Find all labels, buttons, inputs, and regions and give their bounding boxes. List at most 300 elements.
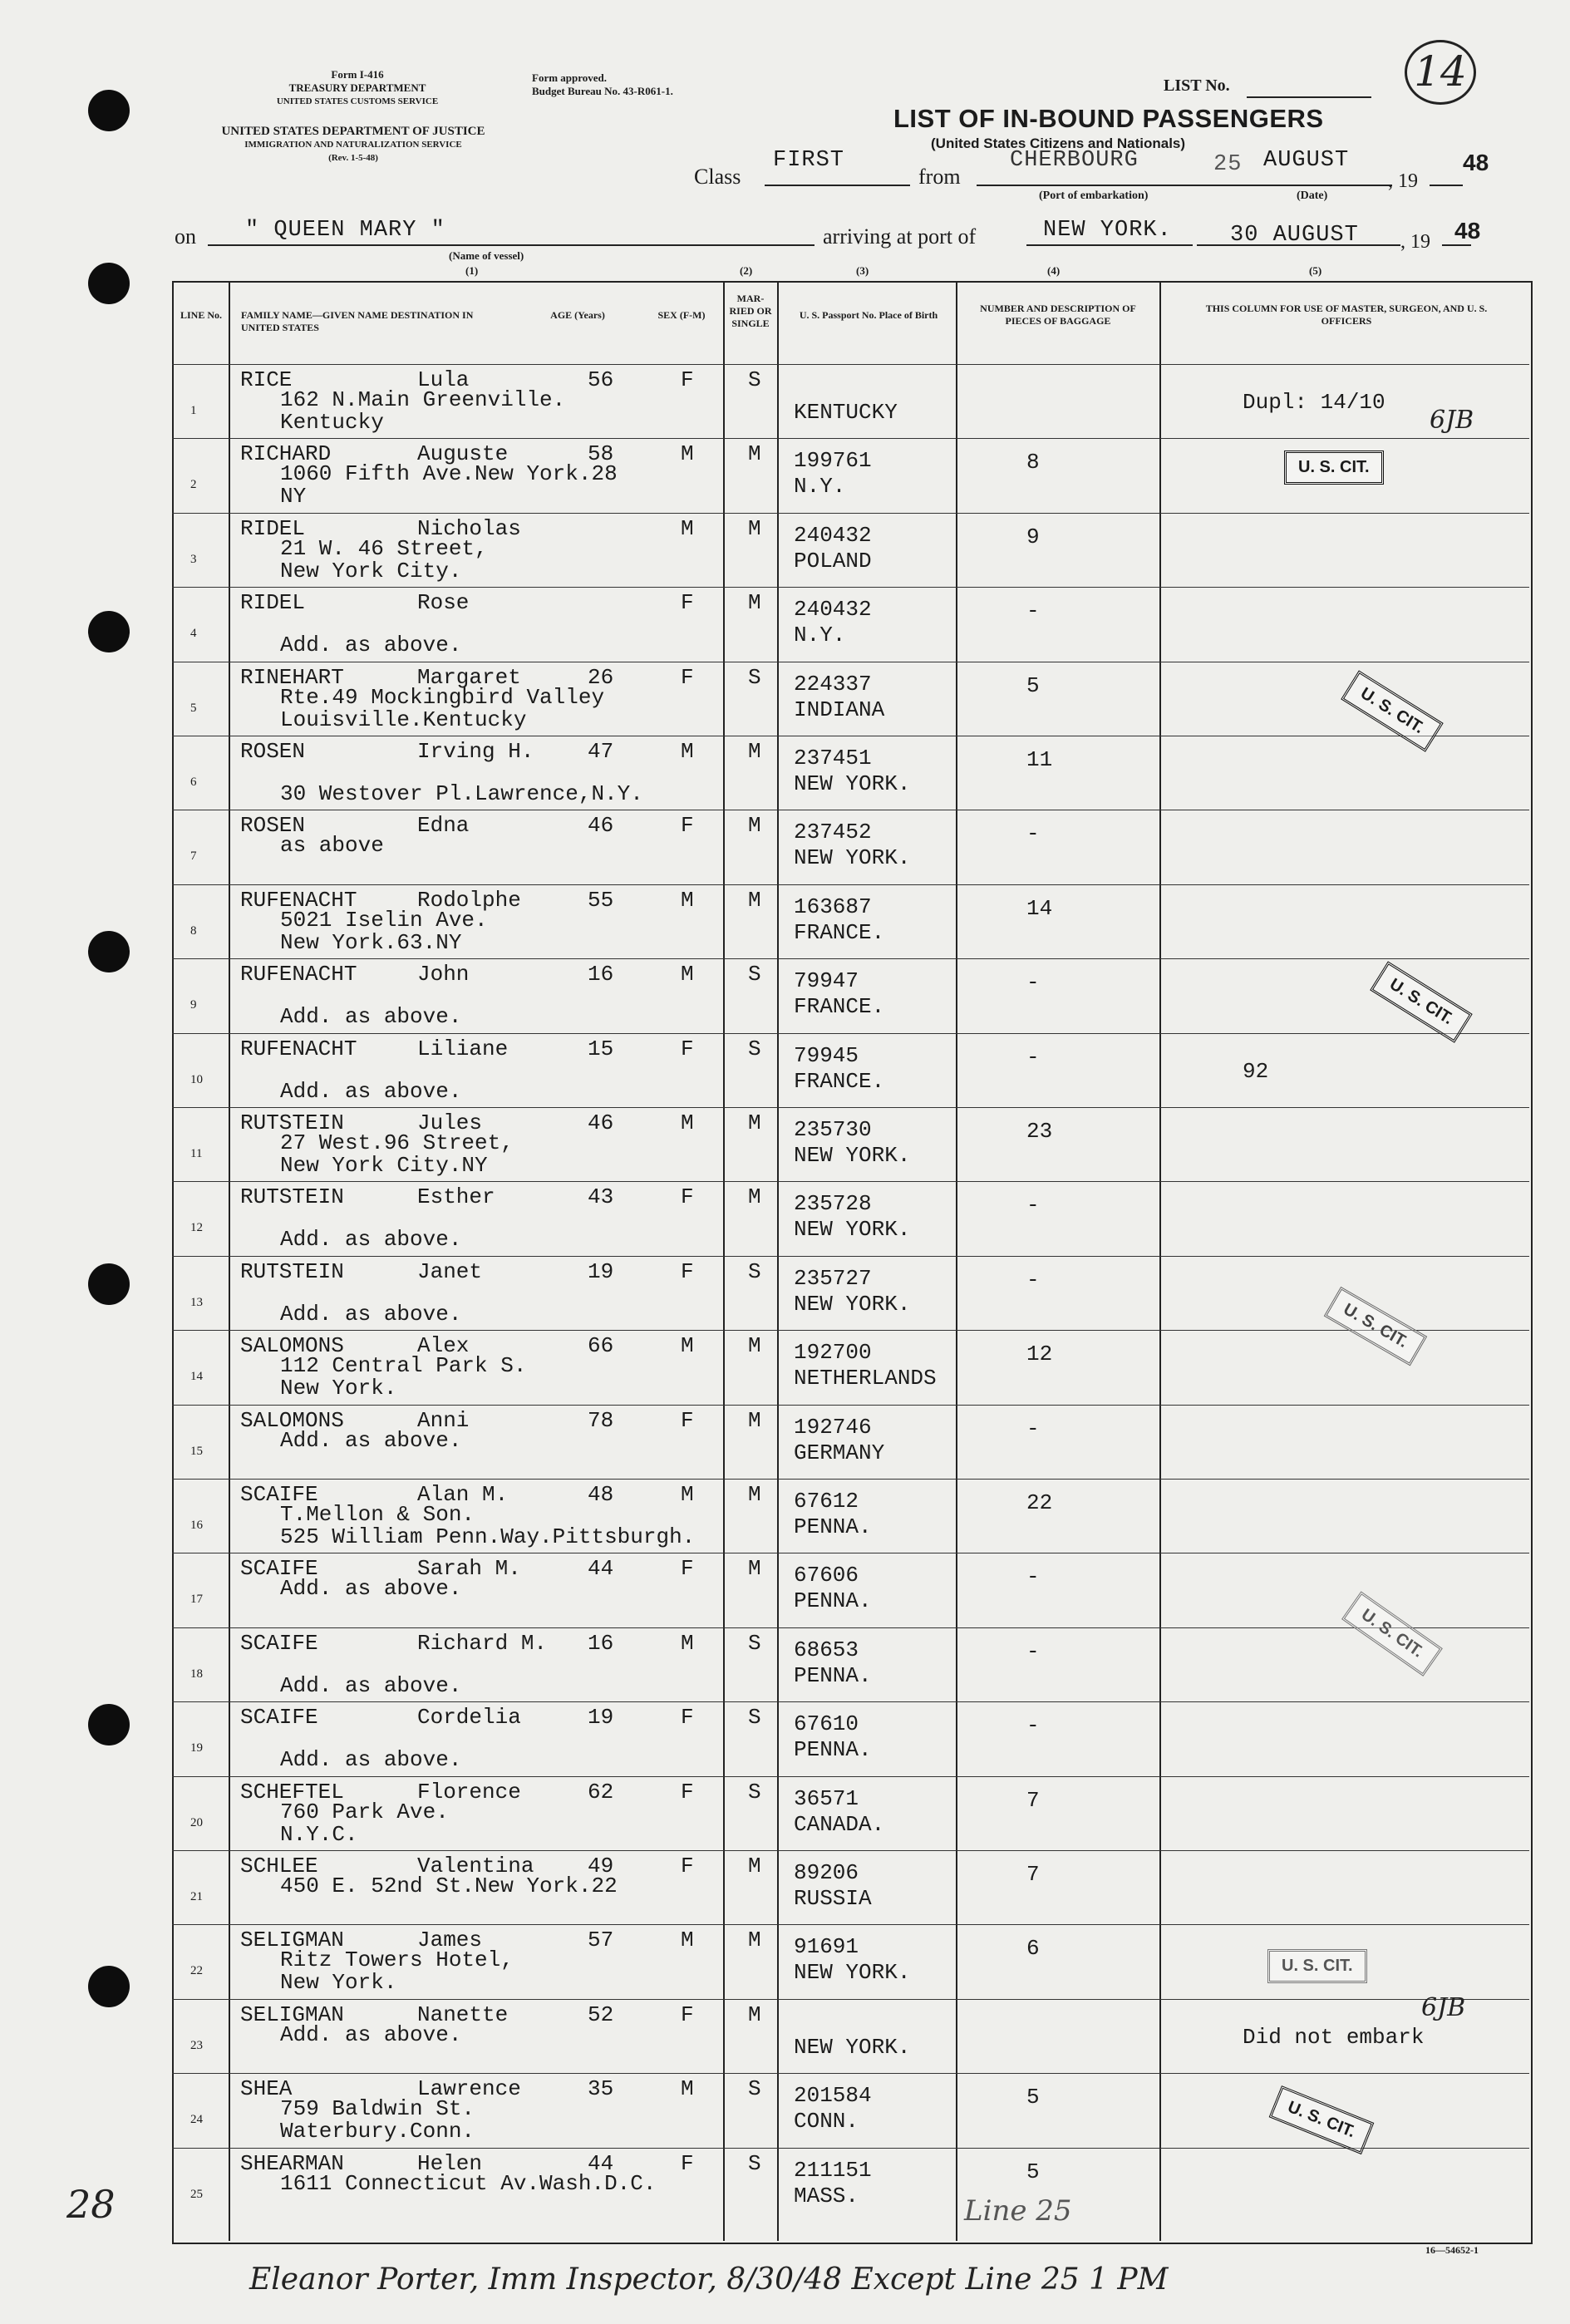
baggage-count: 14	[1026, 895, 1053, 921]
us-cit-stamp: U. S. CIT.	[1269, 2085, 1374, 2154]
sex: M	[681, 1482, 694, 1507]
sex: F	[681, 664, 694, 690]
family-name: SCHLEE	[240, 1854, 318, 1878]
sex: F	[681, 2150, 694, 2176]
us-cit-stamp: U. S. CIT.	[1267, 1949, 1367, 1983]
marital-status: M	[748, 1110, 761, 1135]
sex: F	[681, 367, 694, 392]
passport-number: 79947	[794, 968, 859, 994]
baggage-count: 5	[1026, 2085, 1040, 2110]
us-cit-stamp: U. S. CIT.	[1370, 961, 1472, 1042]
print-code: 16—54652-1	[1425, 2244, 1479, 2256]
did-not-initials: 6JB	[1421, 1993, 1466, 2022]
line-number: 16	[190, 1519, 203, 1532]
given-name: Janet	[417, 1258, 483, 1284]
table-row	[172, 1330, 1529, 1405]
age: 55	[588, 887, 614, 913]
line-number: 2	[190, 478, 197, 492]
sex: F	[681, 813, 694, 839]
table-row	[172, 1776, 1529, 1851]
marital-status: S	[748, 664, 761, 690]
family-name: ROSEN	[240, 813, 306, 839]
table-row	[172, 1256, 1529, 1331]
sex: M	[681, 962, 694, 987]
col-baggage: NUMBER AND DESCRIPTION OF PIECES OF BAGGAGE	[980, 303, 1136, 327]
col-age: AGE (Years)	[550, 309, 605, 321]
line-number: 23	[190, 2038, 203, 2052]
family-name: ROSEN	[240, 739, 306, 764]
given-name: Rodolphe	[417, 887, 521, 913]
ins-title: IMMIGRATION AND NATURALIZATION SERVICE	[244, 140, 462, 150]
sex: F	[681, 1184, 694, 1210]
family-name: SCAIFE	[240, 1556, 318, 1582]
family-name: SHEARMAN	[240, 2150, 344, 2176]
doj-title: UNITED STATES DEPARTMENT OF JUSTICE	[221, 125, 485, 138]
col-num-3: (3)	[856, 264, 869, 277]
col-passport: U. S. Passport No. Place of Birth	[799, 309, 938, 321]
marital-status: S	[748, 1258, 761, 1284]
page-title: LIST OF IN-BOUND PASSENGERS	[893, 104, 1324, 133]
given-name: John	[417, 962, 470, 987]
passport-number: 192746	[794, 1414, 872, 1440]
baggage-count: 9	[1026, 524, 1040, 549]
table-row	[172, 1999, 1529, 2074]
line-number: 4	[190, 627, 197, 641]
address-line-2: New York.	[280, 1970, 397, 1996]
baggage-count: -	[1026, 821, 1040, 847]
year-value-2: 48	[1454, 218, 1481, 244]
arrival-port: NEW YORK.	[1043, 218, 1172, 243]
place-of-birth: CONN.	[794, 2109, 859, 2134]
line-number: 9	[190, 998, 197, 1012]
table-row	[172, 1553, 1529, 1627]
sex: M	[681, 1333, 694, 1359]
family-name: RUFENACHT	[240, 962, 357, 987]
sex: M	[681, 2076, 694, 2102]
address-line-2: Kentucky	[280, 410, 384, 435]
family-name: SELIGMAN	[240, 1928, 344, 1953]
sex: F	[681, 2001, 694, 2027]
place-of-birth: NEW YORK.	[794, 2034, 911, 2060]
col-married: MAR-RIED OR SINGLE	[729, 293, 772, 329]
officer-note: Did not embark	[1243, 2024, 1425, 2050]
passport-number: 235728	[794, 1191, 872, 1217]
age: 19	[588, 1705, 614, 1731]
baggage-count: 5	[1026, 672, 1040, 698]
marital-status: S	[748, 2150, 761, 2176]
line-number: 13	[190, 1295, 203, 1309]
family-name: SELIGMAN	[240, 2001, 344, 2027]
line-number: 7	[190, 849, 197, 864]
inspector-signature: Eleanor Porter, Imm Inspector, 8/30/48 Except Line 25 1 PM	[249, 2262, 1169, 2297]
given-name: Margaret	[417, 664, 521, 690]
marital-status: M	[748, 2001, 761, 2027]
line-number: 19	[190, 1741, 203, 1755]
baggage-count: 8	[1026, 450, 1040, 475]
sex: F	[681, 1407, 694, 1433]
marital-status: M	[748, 1482, 761, 1507]
passport-number: 235730	[794, 1117, 872, 1142]
age: 43	[588, 1184, 614, 1210]
marital-status: M	[748, 441, 761, 467]
marital-status: S	[748, 1630, 761, 1656]
table-row	[172, 513, 1529, 588]
marital-status: M	[748, 1556, 761, 1582]
given-name: Edna	[417, 813, 470, 839]
baggage-count: 5	[1026, 2159, 1040, 2184]
marital-status: M	[748, 515, 761, 541]
arriving-label: arriving at port of	[823, 224, 977, 249]
place-of-birth: NEW YORK.	[794, 771, 911, 796]
passport-number: 211151	[794, 2157, 872, 2183]
passport-number: 68653	[794, 1637, 859, 1662]
family-name: RICHARD	[240, 441, 332, 467]
binder-hole	[88, 1263, 130, 1305]
us-cit-stamp: U. S. CIT.	[1324, 1287, 1427, 1366]
given-name: Lawrence	[417, 2076, 521, 2102]
line-number: 14	[190, 1370, 203, 1384]
place-of-birth: N.Y.	[794, 474, 846, 500]
age: 62	[588, 1779, 614, 1805]
marital-status: M	[748, 887, 761, 913]
doj-block	[162, 125, 544, 165]
address-line-1: 21 W. 46 Street,	[280, 535, 488, 561]
address-line-2: Add. as above.	[280, 1672, 462, 1698]
address-line-2: N.Y.C.	[280, 1821, 358, 1847]
table-row	[172, 1181, 1529, 1256]
table-row	[172, 1627, 1529, 1702]
place-of-birth: NEW YORK.	[794, 1960, 911, 1986]
address-line-2: New York.	[280, 1376, 397, 1401]
baggage-count: -	[1026, 1044, 1040, 1070]
col-sex: SEX (F-M)	[657, 309, 706, 321]
col-num-2: (2)	[740, 264, 753, 277]
place-of-birth: INDIANA	[794, 697, 885, 722]
given-name: Anni	[417, 1407, 470, 1433]
address-line-2: Add. as above.	[280, 1004, 462, 1030]
line-number: 8	[190, 923, 197, 938]
family-name: RUFENACHT	[240, 1036, 357, 1061]
line-number: 20	[190, 1815, 203, 1829]
day-value: 25	[1213, 152, 1243, 177]
passport-number: 192700	[794, 1340, 872, 1366]
sex: F	[681, 1258, 694, 1284]
address-line-2: Louisville.Kentucky	[280, 707, 527, 732]
address-line-2: New York City.	[280, 558, 462, 583]
family-name: RUFENACHT	[240, 887, 357, 913]
table-row	[172, 662, 1529, 736]
baggage-count: 7	[1026, 1862, 1040, 1887]
port-value: CHERBOURG	[1010, 148, 1139, 173]
binder-hole	[88, 263, 130, 304]
family-name: RICE	[240, 367, 293, 392]
binder-hole	[88, 1966, 130, 2007]
given-name: Rose	[417, 590, 470, 616]
col-line-no: LINE No.	[180, 309, 222, 321]
sex: F	[681, 1556, 694, 1582]
family-name: RIDEL	[240, 590, 306, 616]
baggage-count: 6	[1026, 1936, 1040, 1962]
given-name: Nicholas	[417, 515, 521, 541]
given-name: Esther	[417, 1184, 495, 1210]
place-of-birth: FRANCE.	[794, 1068, 885, 1094]
address-line-2: Add. as above.	[280, 1227, 462, 1253]
passport-number: 67612	[794, 1489, 859, 1514]
corner-page-number: 14	[1405, 40, 1476, 105]
place-of-birth: NEW YORK.	[794, 1291, 911, 1317]
address-line-2: Add. as above.	[280, 1078, 462, 1104]
month-value: AUGUST	[1263, 148, 1350, 173]
place-of-birth: PENNA.	[794, 1514, 872, 1539]
left-margin-number: 28	[66, 2182, 116, 2227]
given-name: Liliane	[417, 1036, 509, 1061]
line-number: 18	[190, 1667, 203, 1681]
age: 58	[588, 441, 614, 467]
line-number: 22	[190, 1964, 203, 1978]
place-of-birth: NEW YORK.	[794, 1217, 911, 1243]
year-value: 48	[1463, 150, 1489, 175]
place-of-birth: CANADA.	[794, 1811, 885, 1837]
marital-status: S	[748, 1036, 761, 1061]
table-row	[172, 1107, 1529, 1182]
age: 16	[588, 1630, 614, 1656]
form-approved: Form approved.	[532, 71, 608, 84]
age: 44	[588, 1556, 614, 1582]
table-row	[172, 1405, 1529, 1480]
baggage-count: 7	[1026, 1787, 1040, 1813]
line-number: 5	[190, 701, 197, 715]
treasury-dept: TREASURY DEPARTMENT	[288, 81, 426, 94]
table-row	[172, 2148, 1529, 2223]
address-line-2: Add. as above.	[280, 633, 462, 658]
passport-number: 36571	[794, 1785, 859, 1811]
family-name: SCAIFE	[240, 1630, 318, 1656]
family-name: RUTSTEIN	[240, 1258, 344, 1284]
line-number: 12	[190, 1221, 203, 1235]
sex: F	[681, 1705, 694, 1731]
marital-status: M	[748, 1407, 761, 1433]
passport-number: 201584	[794, 2083, 872, 2109]
marital-status: M	[748, 1928, 761, 1953]
marital-status: S	[748, 2076, 761, 2102]
line-number: 25	[190, 2187, 203, 2201]
sex: M	[681, 739, 694, 764]
baggage-count: -	[1026, 1193, 1040, 1219]
place-of-birth: GERMANY	[794, 1440, 885, 1465]
age: 78	[588, 1407, 614, 1433]
line25-annotation: Line 25	[964, 2194, 1072, 2228]
baggage-count: 22	[1026, 1490, 1053, 1515]
given-name: Jules	[417, 1110, 483, 1135]
address-line-2: New York City.NY	[280, 1153, 488, 1178]
family-name: RUTSTEIN	[240, 1110, 344, 1135]
passport-number: 67606	[794, 1563, 859, 1588]
address-line-1: as above	[280, 833, 384, 859]
place-of-birth: KENTUCKY	[794, 400, 898, 425]
baggage-count: -	[1026, 1564, 1040, 1590]
line-number: 11	[190, 1147, 203, 1160]
class-value: FIRST	[773, 148, 845, 173]
age: 26	[588, 664, 614, 690]
officer-note: 92	[1243, 1058, 1269, 1084]
family-name: RUTSTEIN	[240, 1184, 344, 1210]
given-name: Irving H.	[417, 739, 534, 764]
passport-number: 67610	[794, 1711, 859, 1737]
marital-status: M	[748, 1184, 761, 1210]
address-line-1: T.Mellon & Son.	[280, 1502, 475, 1527]
us-cit-stamp: U. S. CIT.	[1341, 670, 1443, 751]
line-number: 6	[190, 775, 197, 789]
port-caption: (Port of embarkation)	[1039, 190, 1149, 202]
passport-number: 224337	[794, 671, 872, 697]
address-line-2: NY	[280, 484, 307, 510]
passport-number: 199761	[794, 448, 872, 474]
sex: M	[681, 441, 694, 467]
place-of-birth: PENNA.	[794, 1662, 872, 1688]
officer-note: Dupl: 14/10	[1243, 390, 1385, 415]
place-of-birth: NEW YORK.	[794, 845, 911, 871]
address-line-1: 1060 Fifth Ave.New York.28	[280, 461, 618, 487]
address-line-1: Ritz Towers Hotel,	[280, 1947, 514, 1973]
vessel-caption: (Name of vessel)	[449, 249, 524, 262]
family-name: RINEHART	[240, 664, 344, 690]
form-number: Form I-416	[331, 68, 384, 81]
table-row	[172, 958, 1529, 1033]
marital-status: S	[748, 1705, 761, 1731]
age: 66	[588, 1333, 614, 1359]
table-row	[172, 810, 1529, 884]
family-name: SALOMONS	[240, 1333, 344, 1359]
place-of-birth: FRANCE.	[794, 919, 885, 945]
marital-status: M	[748, 739, 761, 764]
place-of-birth: PENNA.	[794, 1588, 872, 1614]
customs-service: UNITED STATES CUSTOMS SERVICE	[276, 96, 439, 106]
place-of-birth: N.Y.	[794, 623, 846, 648]
col-num-4: (4)	[1047, 264, 1061, 277]
page-subtitle: (United States Citizens and Nationals)	[931, 135, 1186, 151]
passport-number: 240432	[794, 597, 872, 623]
passport-number: 89206	[794, 1860, 859, 1885]
line-number: 10	[190, 1072, 203, 1086]
marital-status: S	[748, 1779, 761, 1805]
place-of-birth: FRANCE.	[794, 994, 885, 1020]
given-name: James	[417, 1928, 483, 1953]
address-line-1: 759 Baldwin St.	[280, 2096, 475, 2122]
given-name: Nanette	[417, 2001, 509, 2027]
sex: M	[681, 1928, 694, 1953]
address-line-1: 1611 Connecticut Av.Wash.D.C.	[280, 2170, 657, 2196]
sex: M	[681, 1110, 694, 1135]
form-approval	[532, 71, 673, 98]
baggage-count: 12	[1026, 1342, 1053, 1367]
table-row	[172, 364, 1529, 439]
binder-hole	[88, 90, 130, 131]
age: 48	[588, 1482, 614, 1507]
given-name: Lula	[417, 367, 470, 392]
marital-status: M	[748, 1333, 761, 1359]
col-name: FAMILY NAME—GIVEN NAME DESTINATION IN UNITED STATES	[241, 309, 474, 333]
age: 16	[588, 962, 614, 987]
age: 15	[588, 1036, 614, 1061]
address-line-1: 112 Central Park S.	[280, 1353, 527, 1379]
sex: F	[681, 1779, 694, 1805]
marital-status: M	[748, 813, 761, 839]
table-row	[172, 1479, 1529, 1553]
passport-number: 237452	[794, 820, 872, 845]
place-of-birth: NETHERLANDS	[794, 1366, 937, 1391]
line-number: 24	[190, 2113, 203, 2127]
passport-number: 235727	[794, 1265, 872, 1291]
address-line-2: 525 William Penn.Way.Pittsburgh.	[280, 1524, 696, 1549]
address-line-2: Add. as above.	[280, 1747, 462, 1773]
given-name: Sarah M.	[417, 1556, 521, 1582]
binder-hole	[88, 1704, 130, 1745]
baggage-count: -	[1026, 1713, 1040, 1739]
budget-bureau: Budget Bureau No. 43-R061-1.	[532, 85, 673, 97]
sex: F	[681, 590, 694, 616]
family-name: SCAIFE	[240, 1705, 318, 1731]
address-line-1: 162 N.Main Greenville.	[280, 387, 566, 412]
address-line-1: Rte.49 Mockingbird Valley	[280, 684, 605, 710]
age: 57	[588, 1928, 614, 1953]
baggage-count: 11	[1026, 747, 1053, 772]
class-label: Class	[694, 165, 741, 189]
us-cit-stamp: U. S. CIT.	[1284, 451, 1384, 485]
line-number: 21	[190, 1890, 203, 1903]
table-row	[172, 736, 1529, 810]
marital-status: M	[748, 1854, 761, 1878]
given-name: Cordelia	[417, 1705, 521, 1731]
place-of-birth: PENNA.	[794, 1737, 872, 1763]
age: 44	[588, 2150, 614, 2176]
table-row	[172, 1033, 1529, 1108]
place-of-birth: MASS.	[794, 2183, 859, 2208]
family-name: SHEA	[240, 2076, 293, 2102]
given-name: Alan M.	[417, 1482, 509, 1507]
age: 46	[588, 1110, 614, 1135]
passport-number: 163687	[794, 894, 872, 919]
passport-number: 237451	[794, 746, 872, 771]
sex: M	[681, 887, 694, 913]
address-line-1: Add. as above.	[280, 1576, 462, 1602]
sex: M	[681, 515, 694, 541]
age: 47	[588, 739, 614, 764]
baggage-count: -	[1026, 1267, 1040, 1292]
given-name: Valentina	[417, 1854, 534, 1878]
date-caption: (Date)	[1297, 190, 1328, 202]
vessel-value: " QUEEN MARY "	[245, 218, 445, 243]
table-row	[172, 1701, 1529, 1776]
line-number: 1	[190, 404, 197, 417]
age: 52	[588, 2001, 614, 2027]
given-name: Florence	[417, 1779, 521, 1805]
passport-number: 240432	[794, 522, 872, 548]
baggage-count: -	[1026, 1416, 1040, 1441]
revision: (Rev. 1-5-48)	[328, 153, 378, 163]
list-no-label: LIST No.	[1164, 76, 1230, 95]
age: 46	[588, 813, 614, 839]
sex: F	[681, 1854, 694, 1878]
passport-number: 79945	[794, 1042, 859, 1068]
place-of-birth: NEW YORK.	[794, 1143, 911, 1168]
year-prefix-2: , 19	[1400, 231, 1430, 253]
arrival-date: 30 AUGUST	[1230, 223, 1359, 248]
from-label: from	[918, 165, 961, 189]
line-number: 15	[190, 1444, 203, 1458]
given-name: Helen	[417, 2150, 483, 2176]
baggage-count: -	[1026, 1638, 1040, 1664]
address-line-1: 5021 Iselin Ave.	[280, 907, 488, 933]
